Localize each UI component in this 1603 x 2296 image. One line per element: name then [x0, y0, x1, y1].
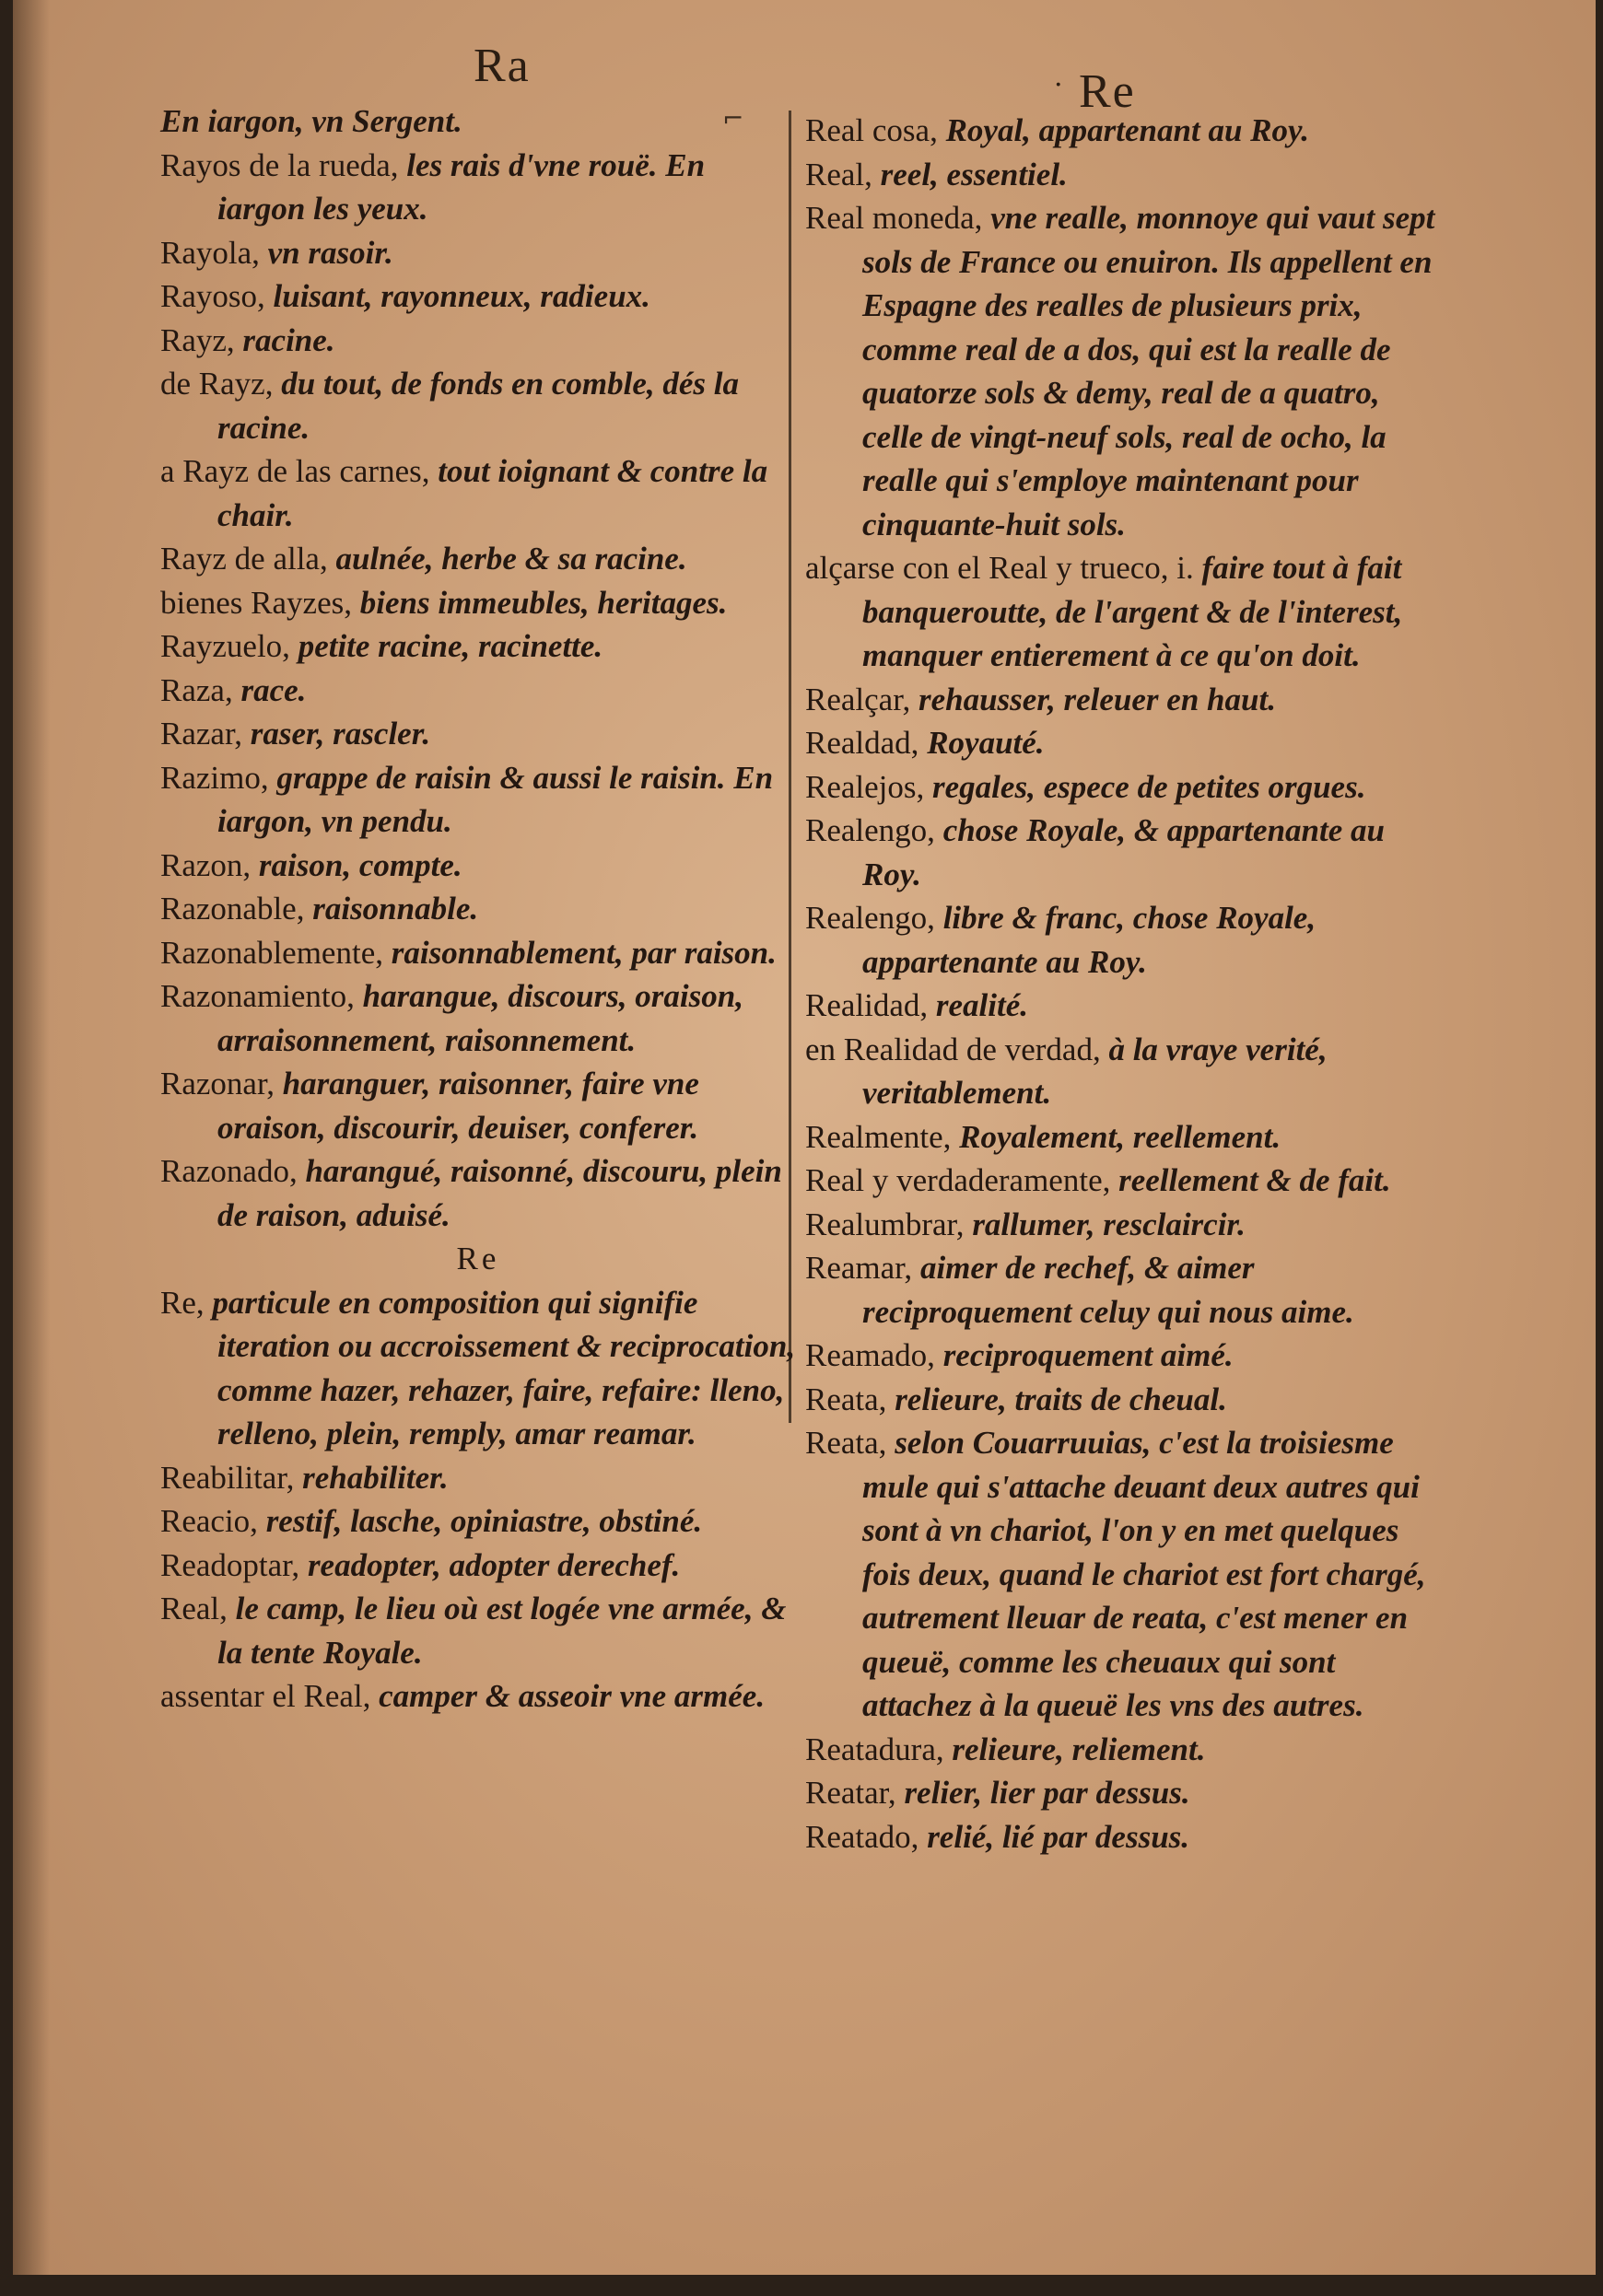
headword: a Rayz de las carnes, [160, 453, 439, 489]
headword: Razonar, [160, 1066, 283, 1101]
translation: readopter, adopter derechef. [307, 1546, 681, 1583]
translation: relié, lié par dessus. [927, 1818, 1190, 1855]
dictionary-entry [160, 974, 796, 1062]
translation: vne realle, monnoye qui vaut sept sols de France ou enuiron. Ils appellent en Espagne des realles de plusieurs prix, comme real de a dos, qui est la realle de quatorze sols & demy, real de a quatro, celle de vingt-neuf sols, real de ocho, la realle qui s'employe maintenant pour cinquante-huit sols. [862, 200, 1435, 542]
page-gutter-shadow [13, 0, 50, 2275]
headword: Razar, [160, 716, 251, 752]
translation: relieure, traits de cheual. [895, 1381, 1227, 1417]
running-head-left: Ra [474, 40, 531, 92]
headword: Rayos de la rueda, [160, 146, 407, 183]
headword: Reamado, [805, 1337, 943, 1373]
dictionary-entry [160, 99, 796, 144]
translation: camper & asseoir vne armée. [379, 1678, 766, 1714]
headword: de Rayz, [160, 366, 282, 402]
headword: Re, [160, 1284, 213, 1321]
headword: Realumbrar, [805, 1206, 973, 1242]
dictionary-entry [160, 231, 796, 275]
headword: Reatar, [805, 1775, 905, 1811]
dictionary-entry [805, 1028, 1441, 1115]
dictionary-entry [160, 537, 796, 581]
translation: particule en composition qui signifie iteration ou accroissement & reciprocation, comme hazer, rehazer, faire, refaire: lleno, relleno, plein, remply, amar reamar. [212, 1284, 796, 1451]
headword: Realengo, [805, 812, 943, 848]
translation: relieure, reliement. [952, 1731, 1206, 1767]
headword: Reatadura, [805, 1731, 953, 1767]
translation: harangue, discours, oraison, arraisonnement, raisonnement. [217, 978, 743, 1058]
headword: Realdad, [805, 725, 928, 761]
dictionary-entry [160, 624, 796, 669]
headword: Rayola, [160, 234, 268, 271]
right-column-entries [805, 109, 1441, 1859]
dictionary-entry [160, 449, 796, 537]
headword: Reata, [805, 1381, 895, 1417]
dictionary-entry [805, 153, 1441, 197]
dictionary-entry [805, 109, 1441, 153]
dictionary-entry [160, 844, 796, 888]
headword: en Realidad de verdad, [805, 1031, 1109, 1067]
dictionary-entry [160, 1499, 796, 1544]
dictionary-entry [805, 721, 1441, 765]
headword: bienes Rayzes, [160, 584, 360, 621]
translation: restif, lasche, opiniastre, obstiné. [265, 1503, 703, 1539]
left-column-entries [160, 99, 796, 1719]
translation: à la vraye verité, veritablement. [862, 1031, 1328, 1111]
running-head-right: Re [1079, 65, 1136, 118]
dictionary-entry [160, 931, 796, 975]
dictionary-entry [160, 319, 796, 363]
dictionary-entry [805, 1815, 1441, 1859]
translation: selon Couarruuias, c'est la troisiesme mule qui s'attache deuant deux autres qui sont à vn chariot, l'on y en met quelques fois deux, quand le chariot est fort chargé, autrement lleuar de reata, c'est mener en queuë, comme les cheuaux qui sont attachez à la queuë les vns des autres. [862, 1425, 1426, 1723]
dictionary-entry [805, 1203, 1441, 1247]
dictionary-entry [160, 756, 796, 844]
translation: aulnée, herbe & sa racine. [335, 541, 687, 577]
headword: Real, [160, 1591, 236, 1626]
dictionary-entry [160, 362, 796, 449]
headword: Razonable, [160, 891, 313, 927]
headword: Realengo, [805, 900, 943, 936]
translation: racine. [242, 321, 335, 358]
dictionary-entry [160, 274, 796, 319]
headword: Real y verdaderamente, [805, 1162, 1119, 1198]
dictionary-entry [805, 809, 1441, 896]
headword: Realçar, [805, 681, 919, 717]
section-subheading: Re [456, 1241, 500, 1276]
headword: assentar el Real, [160, 1678, 380, 1714]
dictionary-entry [160, 1281, 796, 1456]
dictionary-entry [160, 1062, 796, 1149]
translation: race. [240, 671, 307, 708]
headword: Rayzuelo, [160, 628, 298, 664]
translation: reellement & de fait. [1118, 1162, 1391, 1198]
dictionary-entry [805, 1378, 1441, 1422]
translation: vn rasoir. [267, 234, 393, 271]
headword: Real cosa, [805, 112, 946, 148]
translation: haranguer, raisonner, faire vne oraison, discourir, deuiser, conferer. [217, 1066, 699, 1146]
translation: raison, compte. [258, 846, 462, 883]
dictionary-entry [160, 1544, 796, 1588]
headword: Rayz de alla, [160, 541, 336, 577]
translation: raisonnable. [312, 891, 479, 927]
headword: Razonado, [160, 1153, 306, 1189]
headword: Realidad, [805, 987, 936, 1023]
translation: Royauté. [927, 725, 1045, 761]
headword: Razon, [160, 846, 259, 883]
dictionary-entry [805, 1246, 1441, 1334]
translation: le camp, le lieu où est logée vne armée, & la tente Royale. [217, 1591, 787, 1671]
translation: harangué, raisonné, discouru, plein de raison, aduisé. [217, 1153, 782, 1233]
translation: raser, rascler. [250, 716, 431, 752]
headword: Realmente, [805, 1118, 960, 1155]
dictionary-entry [805, 196, 1441, 546]
headword: Reacio, [160, 1503, 266, 1539]
dictionary-entry [805, 546, 1441, 678]
translation: reel, essentiel. [880, 156, 1068, 192]
headword: Rayz, [160, 321, 243, 358]
dictionary-entry [805, 678, 1441, 722]
dictionary-entry [805, 1334, 1441, 1378]
translation: regales, espece de petites orgues. [932, 768, 1366, 805]
translation: du tout, de fonds en comble, dés la racine. [217, 366, 740, 446]
dictionary-entry [160, 887, 796, 931]
book-page [13, 0, 1596, 2275]
headword: Razonamiento, [160, 978, 363, 1014]
dictionary-entry [805, 765, 1441, 810]
headword: Raza, [160, 671, 241, 708]
translation: faire tout à fait banqueroutte, de l'argent & de l'interest, manquer entierement à ce qu'on doit. [862, 550, 1403, 673]
running-head-dot: · [1054, 69, 1063, 101]
dictionary-entry [805, 984, 1441, 1028]
dictionary-entry [160, 1674, 796, 1719]
dictionary-entry [160, 1587, 796, 1674]
headword: Reabilitar, [160, 1459, 303, 1496]
dictionary-entry [160, 1456, 796, 1500]
dictionary-entry [805, 896, 1441, 984]
headword: Real, [805, 156, 881, 192]
headword: Readoptar, [160, 1546, 308, 1583]
translation: biens immeubles, heritages. [359, 584, 728, 621]
translation: petite racine, racinette. [298, 628, 603, 664]
headword: Reamar, [805, 1250, 920, 1286]
dictionary-entry [160, 712, 796, 756]
translation: les rais d'vne rouë. En iargon les yeux. [217, 146, 706, 227]
headword: alçarse con el Real y trueco, i. [805, 550, 1202, 586]
translation: raisonnablement, par raison. [391, 934, 777, 971]
translation: rehabiliter. [302, 1459, 449, 1496]
translation: grappe de raisin & aussi le raisin. En iargon, vn pendu. [217, 759, 774, 839]
translation: Royal, appartenant au Roy. [945, 112, 1310, 148]
dictionary-entry [160, 581, 796, 625]
translation: libre & franc, chose Royale, appartenante au Roy. [862, 900, 1316, 980]
dictionary-entry [805, 1159, 1441, 1203]
dictionary-entry [160, 669, 796, 713]
headword: Razimo, [160, 759, 277, 796]
translation: relier, lier par dessus. [904, 1775, 1190, 1811]
dictionary-entry [160, 144, 796, 231]
dictionary-entry [805, 1728, 1441, 1772]
translation: Royalement, reellement. [959, 1118, 1281, 1155]
translation: rehausser, releuer en haut. [918, 681, 1276, 717]
translation: reciproquement aimé. [942, 1337, 1234, 1373]
translation: aimer de rechef, & aimer reciproquement celuy qui nous aime. [862, 1250, 1354, 1330]
dictionary-entry [805, 1421, 1441, 1728]
dictionary-entry [805, 1771, 1441, 1815]
headword: Reata, [805, 1425, 895, 1461]
translation: En iargon, vn Sergent. [160, 103, 462, 139]
headword: Reatado, [805, 1818, 928, 1855]
translation: luisant, rayonneux, radieux. [273, 278, 650, 314]
translation: tout ioignant & contre la chair. [217, 453, 768, 533]
headword: Realejos, [805, 768, 933, 805]
translation: realité. [935, 987, 1029, 1023]
dictionary-entry [805, 1115, 1441, 1160]
translation: rallumer, resclaircir. [972, 1206, 1246, 1242]
headword: Razonablemente, [160, 934, 392, 971]
headword: Rayoso, [160, 278, 274, 314]
ornament-mark: ⌐ [722, 103, 744, 134]
translation: chose Royale, & appartenante au Roy. [862, 812, 1385, 892]
dictionary-entry [160, 1149, 796, 1237]
headword: Real moneda, [805, 200, 991, 236]
